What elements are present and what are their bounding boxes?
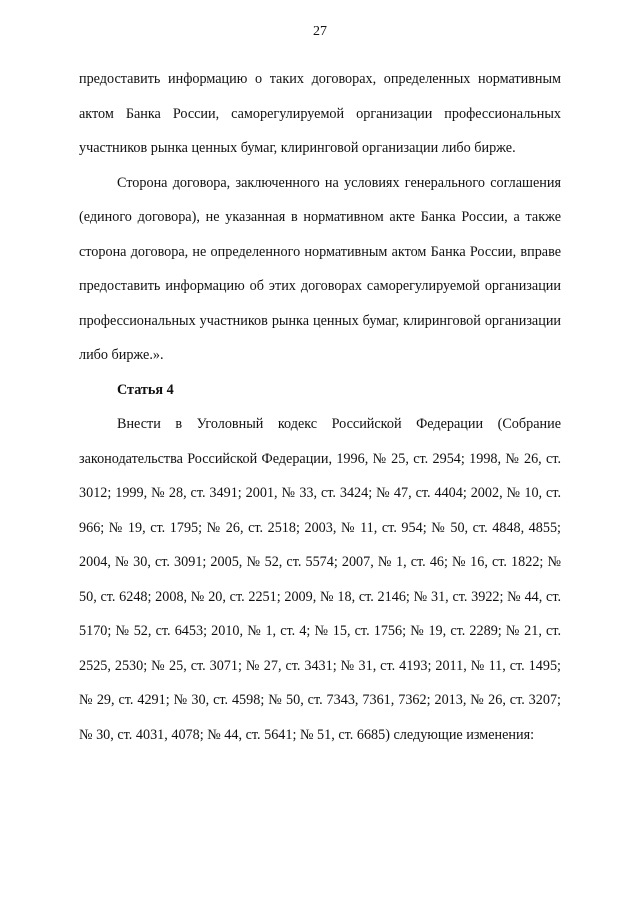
page-number: 27 <box>313 24 327 39</box>
paragraph-continuation: предоставить информацию о таких договорах, определенных нормативным актом Банка России, саморегулируемой организации профессиональных участников рынка ценных бумаг, клиринговой организации либо бирже. <box>79 71 561 156</box>
article-heading: Статья 4 <box>117 381 174 398</box>
paragraph-contract-party: Сторона договора, заключенного на условиях генерального соглашения (единого договора), не указанная в нормативном акте Банка России, а также сторона договора, не определенного нормативным актом Банка России, вправе предоставить информацию об этих договорах саморегулируемой организации профессиональных участников рынка ценных бумаг, клиринговой организации либо бирже.». <box>79 174 561 363</box>
paragraph-criminal-code: Внести в Уголовный кодекс Российской Федерации (Собрание законодательства Российской Федерации, 1996, № 25, ст. 2954; 1998, № 26, ст. 3012; 1999, № 28, ст. 3491; 2001, № 33, ст. 3424; № 47, ст. 4404; 2002, № 10, ст. 966; № 19, ст. 1795; № 26, ст. 2518; 2003, № 11, ст. 954; № 50, ст. 4848, 4855; 2004, № 30, ст. 3091; 2005, № 52, ст. 5574; 2007, № 1, ст. 46; № 16, ст. 1822; № 50, ст. 6248; 2008, № 20, ст. 2251; 2009, № 18, ст. 2146; № 31, ст. 3922; № 44, ст. 5170; № 52, ст. 6453; 2010, № 1, ст. 4; № 15, ст. 1756; № 19, ст. 2289; № 21, ст. 2525, 2530; № 25, ст. 3071; № 27, ст. 3431; № 31, ст. 4193; 2011, № 11, ст. 1495; № 29, ст. 4291; № 30, ст. 4598; № 50, ст. 7343, 7361, 7362; 2013, № 26, ст. 3207; № 30, ст. 4031, 4078; № 44, ст. 5641; № 51, ст. 6685) следующие изменения: <box>79 416 561 743</box>
document-body <box>79 62 561 752</box>
